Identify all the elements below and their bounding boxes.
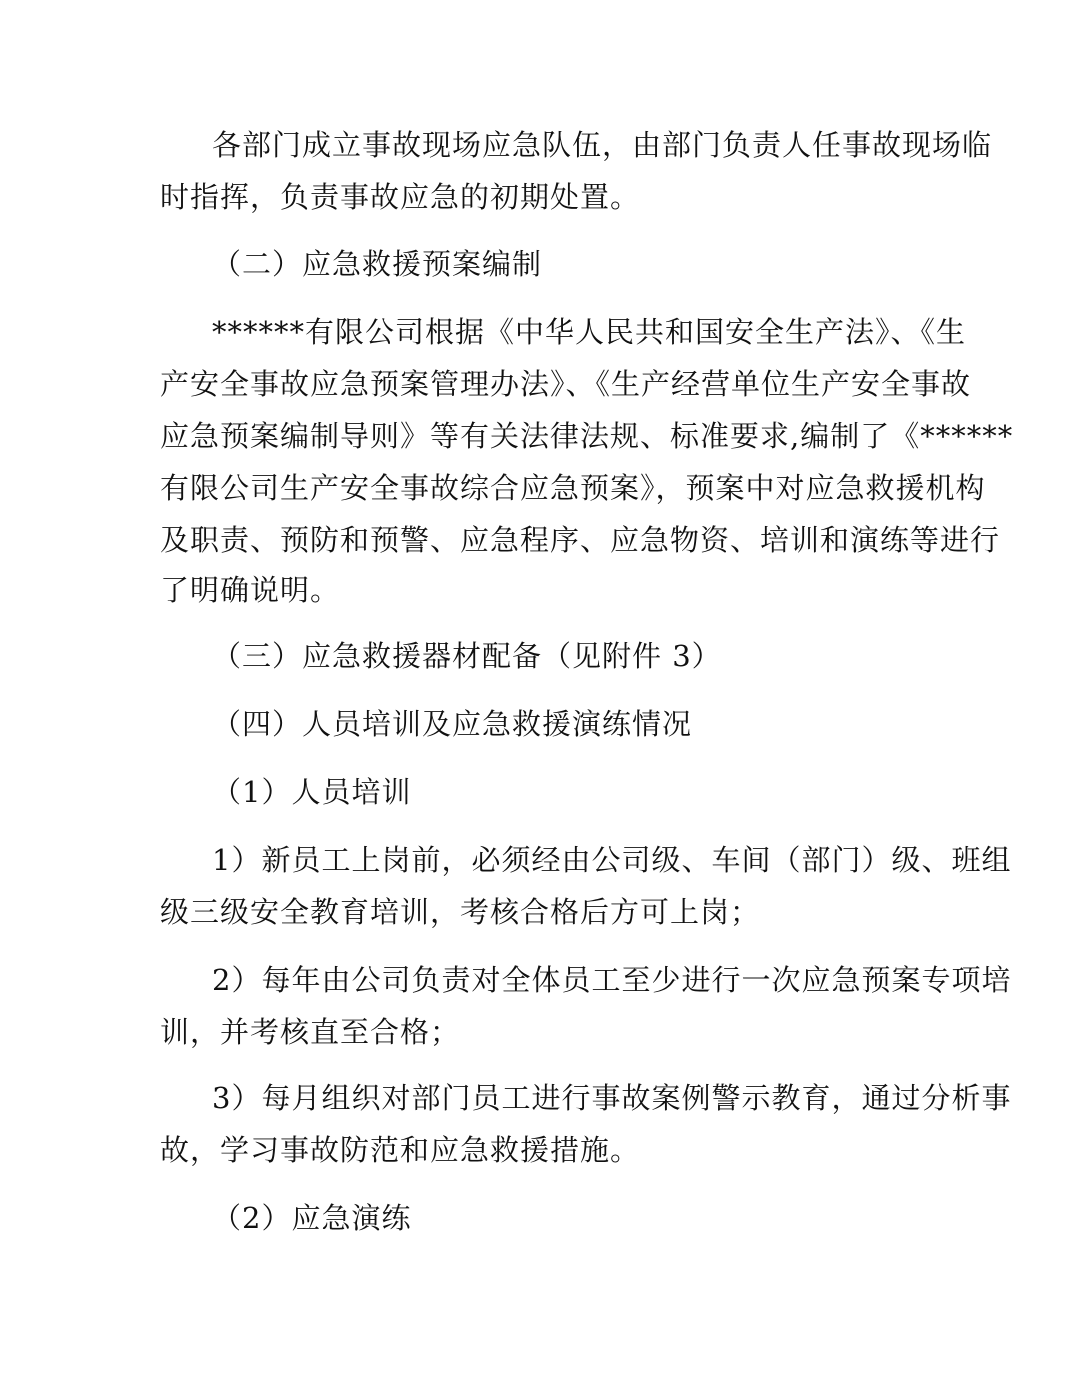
paragraph-2-line-6: 了明确说明。	[160, 573, 341, 607]
list-item-1-line-1: 1）新员工上岗前，必须经由公司级、车间（部门）级、班组	[212, 843, 1012, 877]
paragraph-2-line-5: 及职责、预防和预警、应急程序、应急物资、培训和演练等进行	[160, 523, 1001, 557]
list-item-3-line-1: 3）每月组织对部门员工进行事故案例警示教育，通过分析事	[212, 1081, 1012, 1115]
paragraph-2-line-4: 有限公司生产安全事故综合应急预案》，预案中对应急救援机构	[160, 471, 986, 505]
subheading-training: （1）人员培训	[212, 775, 412, 809]
section-heading-3: （三）应急救援器材配备（见附件 3）	[212, 639, 722, 673]
paragraph-1-line-2: 时指挥，负责事故应急的初期处置。	[160, 180, 641, 214]
subheading-drill: （2）应急演练	[212, 1201, 412, 1235]
section-heading-4: （四）人员培训及应急救援演练情况	[212, 707, 693, 741]
section-heading-2: （二）应急救援预案编制	[212, 247, 543, 281]
list-item-3-line-2: 故，学习事故防范和应急救援措施。	[160, 1133, 641, 1167]
paragraph-2-line-1: ******有限公司根据《中华人民共和国安全生产法》、《生	[212, 315, 967, 349]
paragraph-1-line-1: 各部门成立事故现场应急队伍，由部门负责人任事故现场临	[212, 128, 993, 162]
paragraph-2-line-2: 产安全事故应急预案管理办法》、《生产经营单位生产安全事故	[160, 367, 972, 401]
list-item-1-line-2: 级三级安全教育培训，考核合格后方可上岗；	[160, 895, 761, 929]
list-item-2-line-2: 训，并考核直至合格；	[160, 1015, 461, 1049]
list-item-2-line-1: 2）每年由公司负责对全体员工至少进行一次应急预案专项培	[212, 963, 1012, 997]
paragraph-2-line-3: 应急预案编制导则》等有关法律法规、标准要求,编制了《******	[160, 419, 1014, 453]
